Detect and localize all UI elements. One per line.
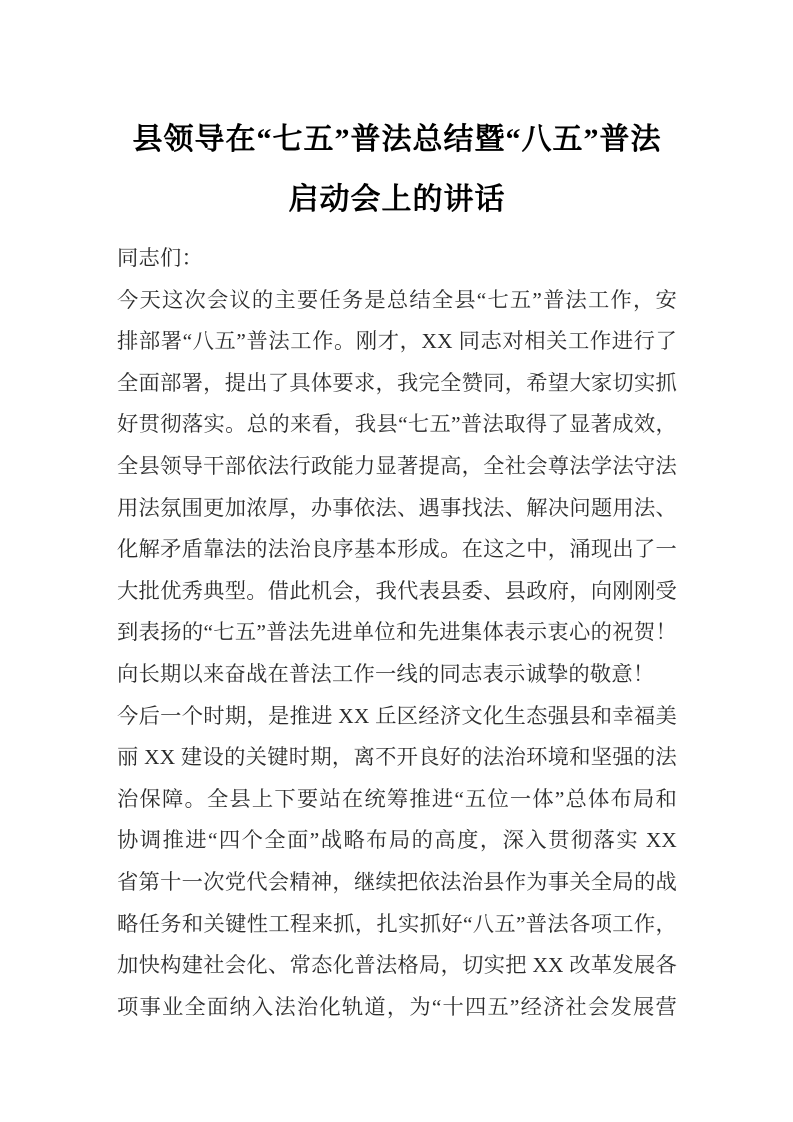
body-line: 略任务和关键性工程来抓，扎实抓好“八五”普法各项工作， <box>117 911 677 936</box>
body-line: 化解矛盾靠法的法治良序基本形成。在这之中，涌现出了一 <box>117 537 677 562</box>
document-title-line-1: 县领导在“七五”普法总结暨“八五”普法 <box>132 123 662 156</box>
body-line: 向长期以来奋战在普法工作一线的同志表示诚挚的敬意！ <box>117 661 655 686</box>
body-line: 排部署“八五”普法工作。刚才，XX 同志对相关工作进行了 <box>117 329 677 354</box>
body-line: 全县领导干部依法行政能力显著提高，全社会尊法学法守法 <box>117 453 677 478</box>
body-line: 项事业全面纳入法治化轨道，为“十四五”经济社会发展营 <box>117 994 677 1019</box>
body-line: 协调推进“四个全面”战略布局的高度，深入贯彻落实 XX <box>117 828 677 853</box>
body-line: 治保障。全县上下要站在统筹推进“五位一体”总体布局和 <box>117 786 677 811</box>
body-line: 今天这次会议的主要任务是总结全县“七五”普法工作，安 <box>117 287 677 312</box>
document-title-line-2: 启动会上的讲话 <box>288 183 506 216</box>
body-line: 今后一个时期，是推进 XX 丘区经济文化生态强县和幸福美 <box>117 703 677 728</box>
body-line: 大批优秀典型。借此机会，我代表县委、县政府，向刚刚受 <box>117 578 677 603</box>
body-line: 丽 XX 建设的关键时期，离不开良好的法治环境和坚强的法 <box>117 745 677 770</box>
body-line: 同志们： <box>117 246 203 270</box>
document-title <box>117 110 677 230</box>
body-line: 省第十一次党代会精神，继续把依法治县作为事关全局的战 <box>117 869 677 894</box>
body-line: 到表扬的“七五”普法先进单位和先进集体表示衷心的祝贺！ <box>117 620 677 645</box>
body-line: 加快构建社会化、常态化普法格局，切实把 XX 改革发展各 <box>117 953 677 978</box>
body-line: 好贯彻落实。总的来看，我县“七五”普法取得了显著成效， <box>117 412 677 437</box>
body-line: 全面部署，提出了具体要求，我完全赞同，希望大家切实抓 <box>117 370 677 395</box>
document-body <box>117 238 677 1028</box>
body-line: 用法氛围更加浓厚，办事依法、遇事找法、解决问题用法、 <box>117 495 677 520</box>
